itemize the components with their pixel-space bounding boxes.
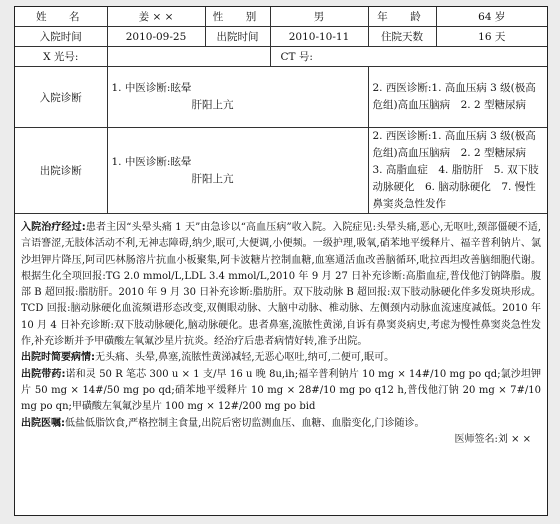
treatment-course-heading: 入院治疗经过: — [21, 222, 86, 233]
admission-diagnosis-label: 入院诊断 — [15, 67, 107, 128]
discharge-medication-heading: 出院带药: — [21, 368, 66, 380]
discharge-advice-heading: 出院医嘱: — [21, 417, 65, 429]
admit-date-value: 2010-09-25 — [107, 27, 205, 47]
patient-info-table — [15, 7, 547, 214]
xray-number-value — [107, 47, 270, 67]
discharge-date-value: 2010-10-11 — [270, 27, 368, 47]
name-value: 姜 × × — [107, 7, 205, 27]
discharge-condition — [21, 350, 541, 366]
treatment-course — [21, 220, 541, 350]
admission-western-diagnosis: 2. 西医诊断:1. 高血压病 3 级(极高危组)高血压脑病 2. 2 型糖尿病 — [368, 67, 547, 128]
ct-number-cell — [270, 47, 547, 67]
name-label: 姓 名 — [15, 7, 107, 27]
admission-tcm-diagnosis — [107, 67, 368, 128]
age-value: 64 岁 — [436, 7, 547, 27]
discharge-diagnosis-label: 出院诊断 — [15, 128, 107, 214]
discharge-medication-text: 诺和灵 50 R 笔芯 300 u × 1 支/早 16 u 晚 8u,ih;福辛普利钠片 10 mg × 14#/10 mg po qd;氯沙坦钾片 50 mg × 14#/50 mg po qd;硝苯地平缓释片 10 mg × 28#/10 mg po q12 h,普伐他汀钠 20 mg × 7#/10 mg po qn;甲磺酸左氧氟沙星片 100 mg × 12#/200 mg po bid — [21, 368, 542, 413]
admission-tcm-line2: 肝阳上亢 — [191, 99, 234, 111]
discharge-summary-sheet — [14, 6, 548, 516]
xray-number-label: X 光号: — [15, 47, 107, 67]
discharge-medication — [21, 367, 541, 416]
discharge-date-label: 出院时间 — [205, 27, 270, 47]
discharge-condition-text: 无头痛、头晕,鼻塞,流脓性黄涕减轻,无恶心呕吐,纳可,二便可,眠可。 — [95, 352, 395, 364]
admit-date-label: 入院时间 — [15, 27, 107, 47]
narrative-section — [15, 214, 547, 448]
discharge-advice — [21, 416, 541, 432]
treatment-course-text: 患者主因“头晕头痛 1 天”由急诊以“高血压病”收入院。入院症见:头晕头痛,恶心,无呕吐,颈部僵硬不适,言语謇涩,无肢体活动不利,无神志障碍,纳少,眠可,大便调,小便频。一级护理,吸氧,硝苯地平缓释片、福辛普利钠片、氯沙坦钾片降压,阿司匹林肠溶片抗血小板聚集,阿卡波糖片控制血糖,血塞通活血改善脑循环,吡拉西坦改善脑细胞代谢。根据生化全项回报:TG 2.0 mmol/L,LDL 3.4 mmol/L,2010 年 9 月 27 日补充诊断:高脂血症,普伐他汀钠降脂。腹部 B 超回报:脂肪肝。2010 年 9 月 30 日补充诊断:脂肪肝。双下肢动脉 B 超回报:双下肢动脉硬化伴多发斑块形成。TCD 回报:脑动脉硬化血流频谱形态改变,双侧眼动脉、大脑中动脉、椎动脉、左侧颈内动脉血流速度减低。2010 年 10 月 4 日补充诊断:双下肢动脉硬化,脑动脉硬化。患者鼻塞,流脓性黄涕,自诉有鼻窦炎病史,考虑为慢性鼻窦炎急性发作,补充诊断并予甲磺酸左氧氟沙星片抗炎。经治疗后患者病情好转,准予出院。 — [21, 222, 541, 348]
stay-days-label: 住院天数 — [368, 27, 436, 47]
admission-tcm-line1: 1. 中医诊断:眩晕 — [111, 82, 192, 94]
sex-value: 男 — [270, 7, 368, 27]
discharge-tcm-line1: 1. 中医诊断:眩晕 — [111, 155, 192, 168]
age-label: 年 龄 — [368, 7, 436, 27]
physician-signature: 医师签名:刘 × × — [454, 433, 531, 445]
stay-days-value: 16 天 — [436, 27, 547, 47]
ct-number-label: CT 号: — [280, 51, 313, 63]
sex-label: 性 别 — [205, 7, 270, 27]
discharge-advice-text: 低盐低脂饮食,严格控制主食量,出院后密切监测血压、血糖、血脂变化,门诊随诊。 — [65, 417, 425, 429]
discharge-condition-heading: 出院时简要病情: — [21, 352, 95, 364]
discharge-tcm-line2: 肝阳上亢 — [191, 172, 234, 185]
discharge-western-diagnosis: 2. 西医诊断:1. 高血压病 3 级(极高危组)高血压脑病 2. 2 型糖尿病 3. 高脂血症 4. 脂肪肝 5. 双下肢动脉硬化 6. 脑动脉硬化 7. 慢性鼻窦炎急性发作 — [368, 128, 547, 214]
discharge-tcm-diagnosis — [107, 128, 368, 214]
